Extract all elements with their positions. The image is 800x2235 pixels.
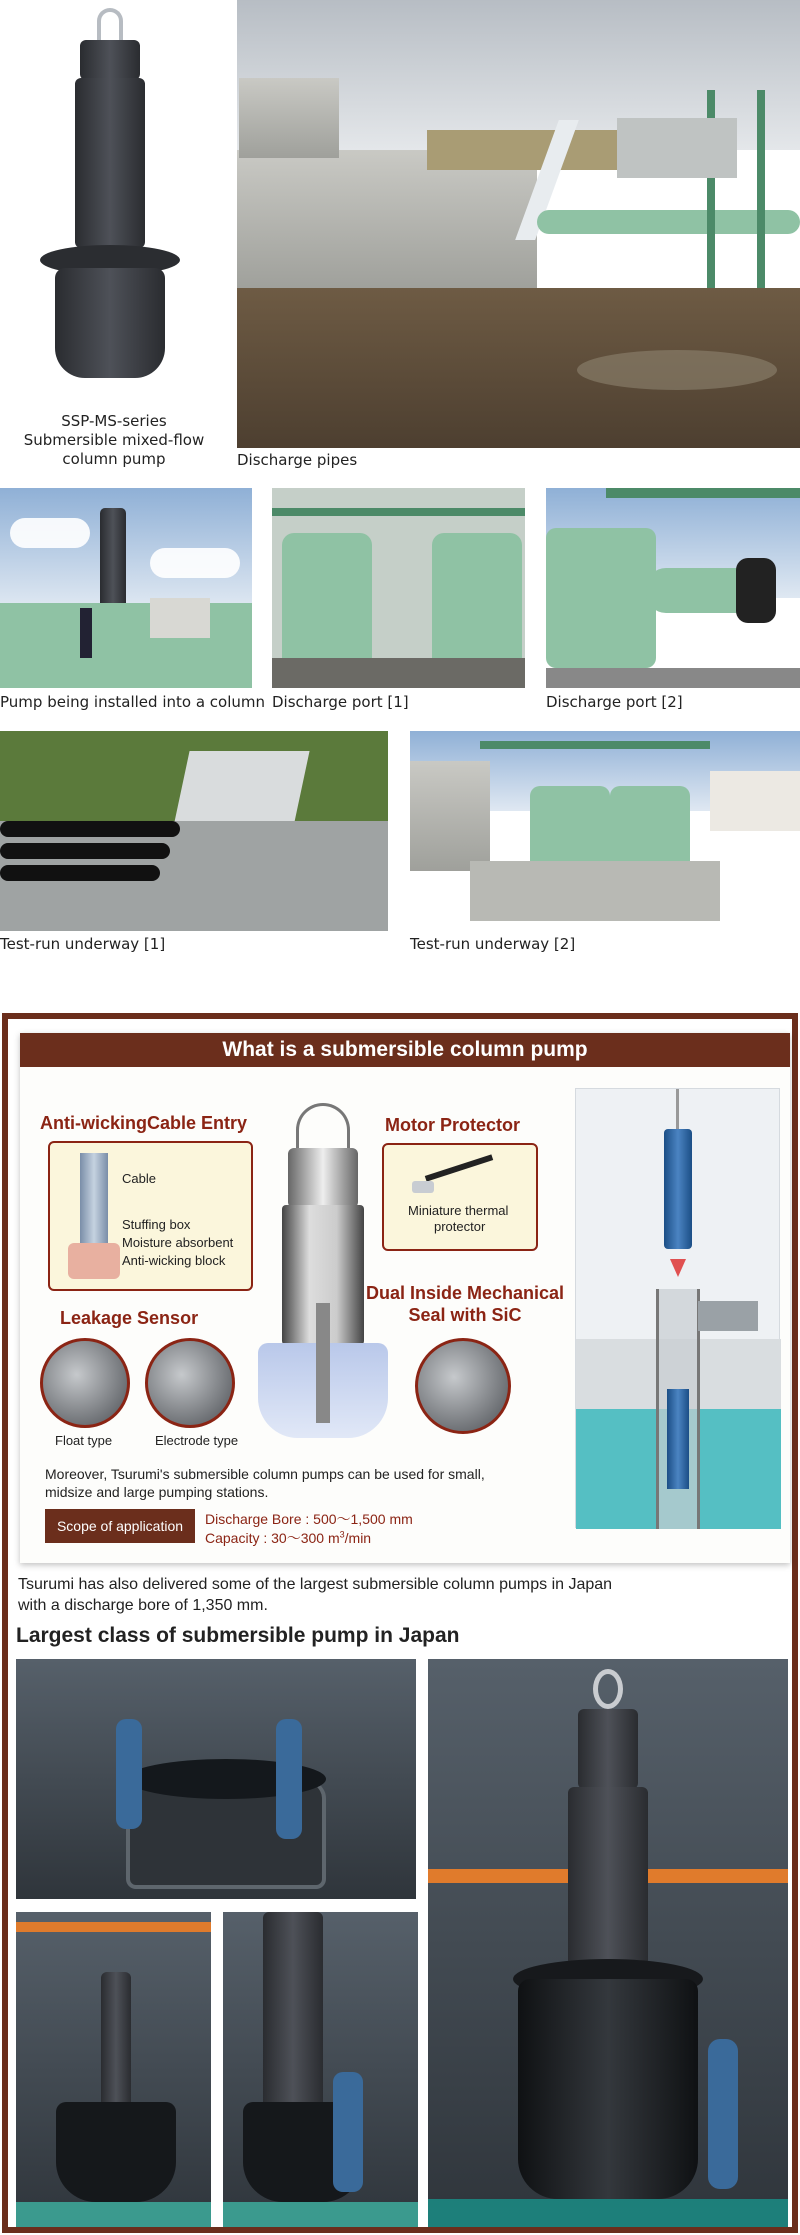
label-miniature-thermal: Miniature thermal	[408, 1203, 509, 1218]
seal-title-line: Seal with SiC	[408, 1304, 522, 1325]
pump-model-caption	[14, 412, 214, 468]
mechanical-seal-image	[415, 1338, 511, 1434]
electrode-type-sensor-image	[145, 1338, 235, 1428]
moreover-line: midsize and large pumping stations.	[45, 1484, 269, 1501]
caption-line: column pump	[62, 449, 166, 468]
motor-protector-title: Motor Protector	[385, 1115, 520, 1135]
caption-line: SSP-MS-series	[61, 412, 167, 430]
float-type-sensor-image	[40, 1338, 130, 1428]
discharge-port-2-photo	[546, 488, 800, 688]
scope-of-application-badge: Scope of application	[45, 1509, 195, 1543]
test-run-2-caption: Test-run underway [2]	[410, 935, 576, 953]
motor-protector-callout	[382, 1143, 538, 1251]
discharge-pipes-caption: Discharge pipes	[237, 451, 358, 469]
delivered-text	[18, 1575, 612, 1617]
large-pump-inspection-photo	[16, 1659, 416, 1899]
large-pump-hoist-photo-1	[16, 1912, 211, 2227]
seal-title	[365, 1283, 565, 1326]
label-moisture-absorbent: Moisture absorbent	[122, 1235, 234, 1250]
moreover-text	[45, 1465, 485, 1501]
column-installation-illustration	[575, 1088, 780, 1528]
moreover-line: Moreover, Tsurumi's submersible column pumps can be used for small,	[45, 1466, 485, 1482]
submersible-column-pump-panel	[2, 1013, 798, 2233]
discharge-pipes-photo	[237, 0, 800, 448]
pump-installed-photo	[0, 488, 252, 688]
label-protector: protector	[434, 1219, 486, 1234]
test-run-2-photo	[410, 731, 800, 931]
anti-wicking-callout	[48, 1141, 253, 1291]
panel-title: What is a submersible column pump	[20, 1033, 790, 1067]
capacity-sup: 3	[339, 1529, 345, 1540]
electrode-type-label: Electrode type	[155, 1433, 239, 1448]
label-stuffing-box: Stuffing box	[122, 1217, 191, 1232]
discharge-port-1-photo	[272, 488, 525, 688]
capacity-prefix: Capacity : 30～300 m	[205, 1530, 340, 1546]
capacity-spec	[205, 1528, 371, 1548]
discharge-port-1-caption: Discharge port [1]	[272, 693, 409, 711]
pump-installed-caption: Pump being installed into a column	[0, 693, 265, 711]
test-run-1-photo	[0, 731, 388, 931]
label-cable: Cable	[122, 1171, 156, 1186]
delivered-line: Tsurumi has also delivered some of the largest submersible column pumps in Japan	[18, 1576, 613, 1593]
capacity-suffix: /min	[344, 1530, 372, 1546]
leakage-sensor-title: Leakage Sensor	[60, 1308, 199, 1328]
largest-class-heading: Largest class of submersible pump in Japan	[16, 1624, 460, 1647]
seal-title-line: Dual Inside Mechanical	[365, 1283, 565, 1303]
anti-wicking-title: Anti-wickingCable Entry	[40, 1113, 248, 1133]
pump-cutaway	[258, 1103, 388, 1438]
caption-line: Submersible mixed-flow	[23, 430, 205, 449]
float-type-label: Float type	[55, 1433, 113, 1448]
pump-product-photo	[35, 0, 185, 405]
delivered-line: with a discharge bore of 1,350 mm.	[18, 1596, 268, 1614]
pump-diagram	[20, 1033, 790, 1563]
large-pump-hoist-photo-2	[223, 1912, 418, 2227]
test-run-1-caption: Test-run underway [1]	[0, 935, 166, 953]
largest-pump-standing-photo	[428, 1659, 788, 2227]
label-anti-wicking-block: Anti-wicking block	[122, 1253, 226, 1268]
discharge-bore-spec: Discharge Bore : 500～1,500 mm	[205, 1511, 413, 1527]
discharge-port-2-caption: Discharge port [2]	[546, 693, 683, 711]
